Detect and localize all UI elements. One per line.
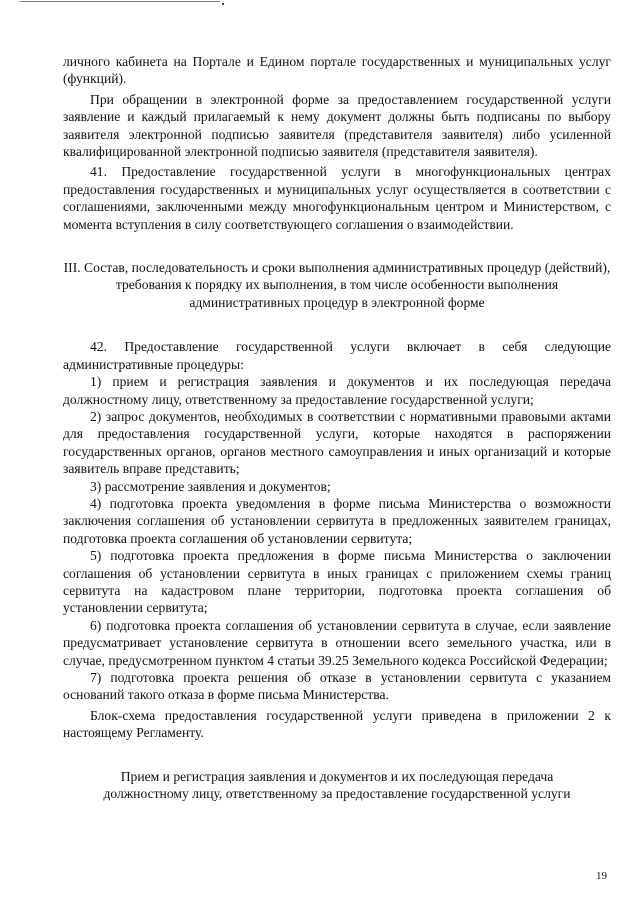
scan-top-edge <box>20 1 220 2</box>
page-number: 19 <box>596 870 607 882</box>
procedure-item-1: 1) прием и регистрация заявления и документов и их последующая передача должностному лицу, ответственному за предоставление государственной услуги; <box>63 374 611 407</box>
procedure-item-4: 4) подготовка проекта уведомления в форме письма Министерства о возможности заключения соглашения об установлении сервитута в предложенных заявителем границах, подготовка проекта соглашения об установлении сервитута; <box>63 495 611 546</box>
subheading-line-2: должностному лицу, ответственному за предоставление государственной услуги <box>103 786 571 802</box>
procedure-item-7: 7) подготовка проекта решения об отказе в установлении сервитута с указанием оснований такого отказа в форме письма Министерства. <box>63 670 611 703</box>
procedure-item-2: 2) запрос документов, необходимых в соответствии с нормативными правовыми актами для предоставления государственной услуги, которые находятся в распоряжении государственных органов, органов местного самоуправления и иных организаций и которые заявитель вправе представить; <box>63 408 611 477</box>
section-heading: III. Состав, последовательность и сроки выполнения административных процедур (действий), требования к порядку их выполнения, в том числе особенности выполнения административных процедур в электронной форме <box>63 260 611 310</box>
paragraph-electronic-form: При обращении в электронной форме за предоставлением государственной услуги заявление и каждый прилагаемый к нему документ должны быть подписаны по выбору заявителя электронной подписью заявителя (представителя заявителя) либо усиленной квалифицированной электронной подписью заявителя (представителя заявителя). <box>63 91 611 160</box>
procedure-item-3: 3) рассмотрение заявления и документов; <box>90 478 331 494</box>
paragraph-continuation: личного кабинета на Портале и Едином портале государственных и муниципальных услуг (функций). <box>63 54 611 87</box>
document-page <box>63 53 611 802</box>
procedure-item-5: 5) подготовка проекта предложения в форме письма Министерства о заключении соглашения об установлении сервитута в иных границах с приложением схемы границ сервитута на кадастровом плане территории, подготовка проекта соглашения об установлении сервитута; <box>63 548 611 616</box>
subheading-line-1: Прием и регистрация заявления и документов и их последующая передача <box>120 768 554 784</box>
flowchart-note: Блок-схема предоставления государственной услуги приведена в приложении 2 к настоящему Регламенту. <box>63 707 611 741</box>
procedure-item-6: 6) подготовка проекта соглашения об установлении сервитута в случае, если заявление предусматривает установление сервитута в отношении всего земельного участка, или в случае, предусмотренном пунктом 4 статьи 39.25 Земельного кодекса Российской Федерации; <box>63 617 611 668</box>
paragraph-41: 41. Предоставление государственной услуги в многофункциональных центрах предоставления государственных и муниципальных услуг осуществляется в соответствии с соглашениями, заключенными между многофункциональным центром и Министерством, с момента вступления в силу соответствующего соглашения о взаимодействии. <box>63 164 611 232</box>
scan-speck <box>222 3 224 5</box>
paragraph-42: 42. Предоставление государственной услуги включает в себя следующие административные процедуры: <box>63 339 611 372</box>
